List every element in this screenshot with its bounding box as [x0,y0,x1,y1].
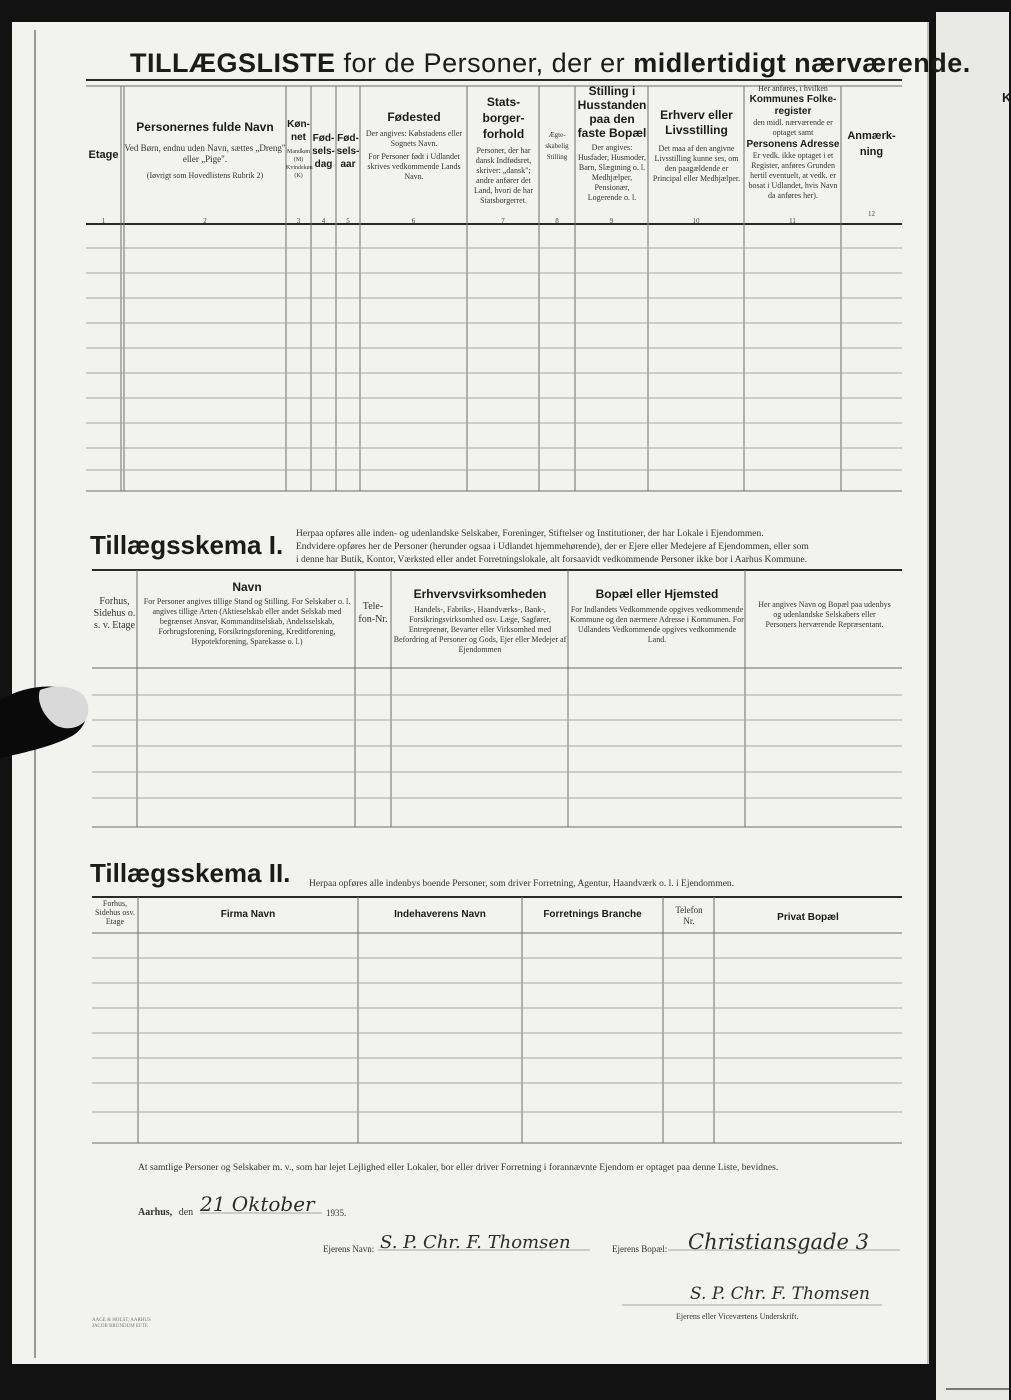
col-birthyear-header: Fød-sels-aar [336,133,360,170]
skema1-description [296,528,902,567]
col-number: 12 [868,210,875,218]
skema1-col-phone: Tele-fon-Nr. [358,601,388,625]
footer-city-line [138,1206,193,1219]
col-name-sub: Ved Børn, endnu uden Navn, sættes „Dreng" eller „Pige". [124,143,286,164]
col-number: 5 [346,217,350,225]
col-number: 3 [296,217,301,225]
finger-shadow [0,680,95,760]
col-register-sub: den midl. nærværende er optaget samt [753,118,833,137]
date-handwritten: 21 Oktober [200,1192,315,1216]
col-number: 4 [321,217,326,225]
col-gender-sub: Mandkøn (M) Kvindekøn (K) [286,149,313,179]
col-birthplace-header [362,110,466,182]
skema1-col-business-sub: Handels-, Fabriks-, Haandværks-, Bank-, Forsikringsvirksomhed osv. Læge, Sagfører, Entreprenør, Bevarter eller Virksomhed med Befordring af Personer og Gods, Ejer eller Medejer af Ejendommen [393,605,567,654]
col-number: 8 [555,217,559,225]
skema1-col-floor: Forhus, Sidehus o. s. v. Etage [93,596,136,631]
skema2-col-branch: Forretnings Branche [543,909,642,920]
form-title-main: TILLÆGSLISTE [130,48,336,78]
skema1-desc-line: Endvidere opføres her de Personer (herunder ogsaa i Udlandet hjemmehørende), der er Ejere eller Medejere af Ejendommen, eller som [296,542,809,552]
col-household-title: Stilling i Husstanden paa den faste Bopæl [577,84,647,140]
col-citizenship-header [469,94,538,206]
skema1-col-residence-sub: For Indlandets Vedkommende opgives vedkommende Kommune og den nærmere Adresse i Kommunen. For Udlandets Vedkommende opgives vedkommende Land. [570,605,744,644]
skema1-desc-line: Herpaa opføres alle inden- og udenlandske Selskaber, Foreninger, Stiftelser og Institutioner, der har Lokale i Ejendommen. [296,529,764,539]
footer-city: Aarhus, [138,1207,173,1218]
owner-name-handwritten: S. P. Chr. F. Thomsen [380,1232,571,1253]
col-remark-header: Anmærk-ning [847,130,896,158]
form-title-end: midlertidigt nærværende. [633,48,971,78]
col-number: 9 [609,217,614,225]
col-register-address: Personens Adresse [746,139,840,150]
owner-residence-label: Ejerens Bopæl: [612,1244,668,1254]
col-register-top: Her anføres, i hvilken [758,84,828,93]
form-title [130,48,971,79]
owner-name-label: Ejerens Navn: [323,1244,375,1254]
skema2-title: Tillægsskema II. [90,858,291,888]
col-marital-header: Ægte-skabelig Stilling [545,131,569,161]
adjacent-page-mark: K [1002,90,1011,105]
form-title-mid: for de Personer, der er [343,48,626,78]
col-name-header [124,120,286,181]
col-number: 10 [692,217,700,225]
col-number: 1 [101,217,106,225]
col-gender-title: Køn-net [287,119,310,143]
col-etage-header: Etage [88,149,119,161]
skema2-col-firm: Firma Navn [220,909,276,920]
col-register-title: Kommunes Folke-register [749,94,837,117]
skema1-col-business [393,587,567,655]
col-occupation-title: Erhverv eller Livsstilling [660,108,733,137]
col-number: 7 [501,217,505,225]
col-register-header [746,84,840,201]
col-citizenship-title: Stats-borger-forhold [482,95,525,141]
printer-mark: AAGE & HOLST, AARHUS JACOB BRÜNDUM EFTF. [92,1318,151,1329]
skema2-col-owner: Indehaverens Navn [394,909,486,920]
skema1-col-residence-title: Bopæl eller Hjemsted [595,587,719,601]
owner-residence-handwritten: Christiansgade 3 [688,1230,869,1254]
skema1-col-business-title: Erhvervsvirksomheden [413,587,547,601]
signature-label: Ejerens eller Viceværtens Underskrift. [676,1312,799,1321]
col-household-sub: Der angives: Husfader, Husmoder, Barn, Slægtning o. l. Medhjælper, Pensionær, Logerende o. l. [577,143,646,202]
skema1-title: Tillægsskema I. [90,530,284,560]
signature-handwritten: S. P. Chr. F. Thomsen [690,1284,871,1304]
skema2-col-residence: Privat Bopæl [777,912,839,923]
col-name-note: (Iøvrigt som Hovedlistens Rubrik 2) [146,171,264,180]
col-birthplace-sub: Der angives: Købstadens eller Sognets Navn. [365,129,463,148]
skema1-col-name-title: Navn [232,580,262,594]
skema2-description: Herpaa opføres alle indenbys boende Personer, som driver Forretning, Agentur, Haandværk o. l. i Ejendommen. [309,879,735,889]
skema1-col-residence [570,587,744,645]
col-number: 11 [789,217,796,225]
skema2-col-floor: Forhus, Sidehus osv. Etage [95,899,135,926]
col-birthplace-note: For Personer født i Udlandet skrives vedkommende Lands Navn. [367,152,461,181]
col-birthday-header: Fød-sels-dag [312,133,335,170]
col-citizenship-sub: Personer, der har dansk Indfødsret, skriver: „dansk"; andre anfører det Land, hvori de har Statsborgerret. [473,146,534,205]
col-birthplace-title: Fødested [387,110,441,124]
col-name-title: Personernes fulde Navn [136,120,274,134]
col-household-header [577,84,647,203]
skema2-col-phone: Telefon Nr. [675,905,703,926]
skema1-desc-line: i denne har Butik, Kontor, Værksted eller andet Forretningslokale, alt forsaavidt vedkommende Personer ikke bor i Aarhus Kommune. [296,555,808,565]
skema1-col-name-sub: For Personer angives tillige Stand og Stilling. For Selskaber o. l. angives tillige Arten (Aktieselskab eller andet Selskab med begrænset Ansvar, Kommanditselskab, Andelsselskab, Forbrugsforening, Forsikringsforening, Kreditforening, Hypotekforening, Sparekasse o. l.) [143,597,351,646]
footer-statement: At samtlige Personer og Selskaber m. v., som har lejet Lejlighed eller Lokaler, bor eller driver Forretning i forannævnte Ejendom er optaget paa denne Liste, bevidnes. [138,1162,779,1173]
skema1-col-name [140,580,354,647]
col-occupation-header [650,108,743,184]
col-number: 6 [411,217,416,225]
col-gender-header [286,118,311,180]
skema1-col-representative: Her angives Navn og Bopæl paa udenbys og udenlandske Selskabers eller Personers herværende Repræsentant. [758,600,891,629]
col-number: 2 [203,217,207,225]
col-occupation-sub: Det maa af den angivne Livsstilling kunne ses, om den paagældende er Principal eller Medhjælper. [652,144,741,183]
col-register-note: Er vedk. ikke optaget i et Register, anføres Grunden hertil eventuelt, at vedk. er bosat i Udlandet, hvis Navn da anføres her). [748,151,838,200]
footer-den: den [178,1207,194,1218]
footer-year: 1935. [326,1208,347,1218]
